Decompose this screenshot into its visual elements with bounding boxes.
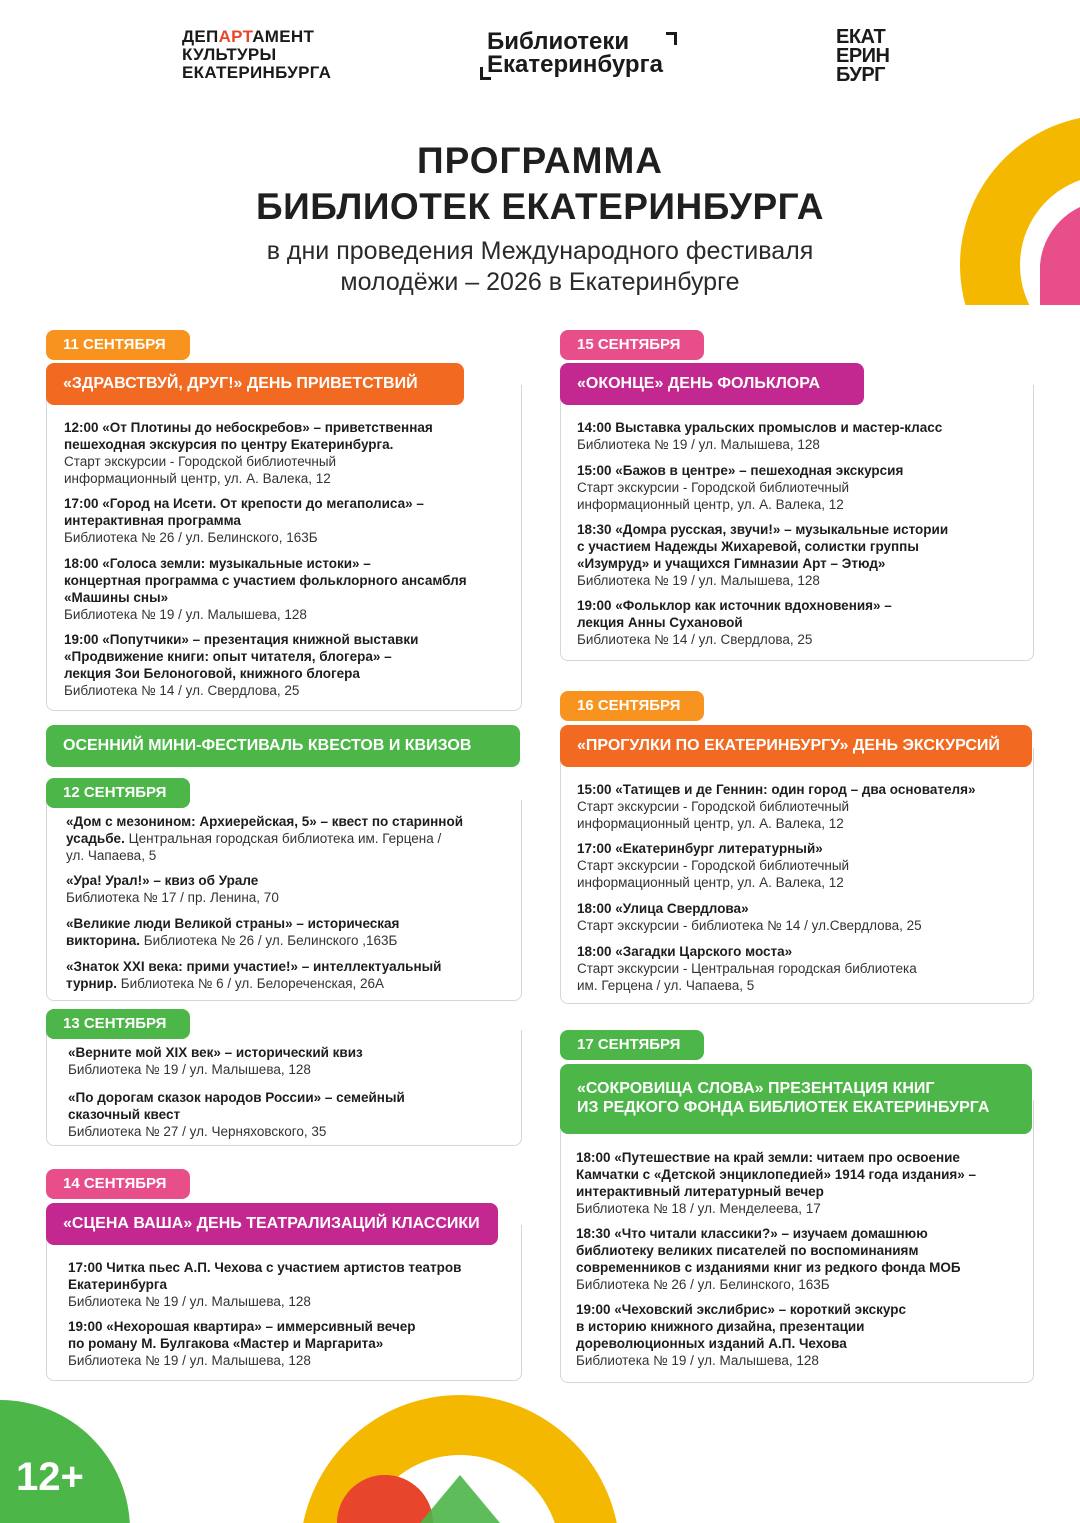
event-place: информационный центр, ул. А. Валека, 12 [577, 497, 844, 512]
event-title: 15:00 «Татищев и де Геннин: один город – два основателя» [577, 782, 976, 797]
event-place: информационный центр, ул. А. Валека, 12 [577, 816, 844, 831]
event-place: информационный центр, ул. А. Валека, 12 [577, 875, 844, 890]
event-place: Библиотека № 26 / ул. Белинского, 163Б [576, 1277, 830, 1292]
event-title: «Продвижение книги: опыт читателя, блогера» – [64, 649, 392, 664]
dept-logo-part: ДЕП [182, 27, 219, 46]
event-16-4 [577, 943, 917, 994]
event-title: в историю книжного дизайна, презентации [576, 1319, 865, 1334]
event-title: «Знаток XXI века: прими участие!» – интеллектуальный [66, 959, 442, 974]
date-tag-16: 16 СЕНТЯБРЯ [560, 691, 704, 721]
event-title: 17:00 «Екатеринбург литературный» [577, 841, 823, 856]
event-place: Старт экскурсии - Городской библиотечный [577, 858, 850, 873]
date-tag-11: 11 СЕНТЯБРЯ [46, 330, 190, 360]
lib-logo-line2: Екатеринбурга [487, 51, 663, 78]
dept-logo-line3: ЕКАТЕРИНБУРГА [182, 63, 332, 82]
event-place: Библиотека № 19 / ул. Малышева, 128 [64, 607, 307, 622]
ekb-logo-line3: БУРГ [836, 64, 885, 86]
event-14-1 [68, 1259, 461, 1310]
event-13-2 [68, 1089, 405, 1140]
event-17-3 [576, 1301, 906, 1369]
event-title: «Великие люди Великой страны» – историческая [66, 916, 400, 931]
event-place: Библиотека № 14 / ул. Свердлова, 25 [64, 683, 300, 698]
ekaterinburg-logo [836, 28, 890, 85]
dept-logo-part: АМЕНТ [252, 27, 315, 46]
event-title: дореволюционных изданий А.П. Чехова [576, 1336, 847, 1351]
event-title: сказочный квест [68, 1107, 181, 1122]
event-place: Библиотека № 19 / ул. Малышева, 128 [68, 1353, 311, 1368]
event-11-2 [64, 495, 424, 546]
event-15-3 [577, 521, 948, 589]
event-17-1 [576, 1149, 976, 1217]
event-place: Библиотека № 27 / ул. Черняховского, 35 [68, 1124, 327, 1139]
event-title: 18:00 «Улица Свердлова» [577, 901, 749, 916]
event-place: Библиотека № 26 / ул. Белинского ,163Б [140, 933, 398, 948]
page-subtitle [0, 236, 1080, 298]
event-title: 12:00 «От Плотины до небоскребов» – приветственная [64, 420, 433, 435]
event-title: викторина. [66, 933, 140, 948]
event-title: «Верните мой XIX век» – исторический квиз [68, 1045, 363, 1060]
event-12-3 [66, 915, 399, 949]
event-title: 18:30 «Домра русская, звучи!» – музыкальные истории [577, 522, 949, 537]
event-place: Старт экскурсии - Городской библиотечный [64, 454, 337, 469]
event-15-4 [577, 597, 892, 648]
date-tag-13: 13 СЕНТЯБРЯ [46, 1009, 190, 1039]
event-title: библиотеку великих писателей по воспоминаниям [576, 1243, 919, 1258]
event-title: 18:00 «Голоса земли: музыкальные истоки» – [64, 556, 371, 571]
event-place: ул. Чапаева, 5 [66, 848, 157, 863]
event-title: 15:00 «Бажов в центре» – пешеходная экскурсия [577, 463, 904, 478]
event-place: Библиотека № 18 / ул. Менделеева, 17 [576, 1201, 821, 1216]
dept-logo-line2: КУЛЬТУРЫ [182, 45, 277, 64]
event-11-4 [64, 631, 418, 699]
event-place: Библиотека № 19 / ул. Малышева, 128 [577, 573, 820, 588]
lib-logo-line1: Библиотеки [487, 28, 630, 55]
section-bar-17-line1: «СОКРОВИЩА СЛОВА» ПРЕЗЕНТАЦИЯ КНИГ [577, 1080, 935, 1097]
event-title: 19:00 «Попутчики» – презентация книжной выставки [64, 632, 419, 647]
event-11-1 [64, 419, 433, 487]
event-14-2 [68, 1318, 416, 1369]
event-title: Камчатки с «Детской энциклопедией» 1914 года издания» – [576, 1167, 977, 1182]
section-bar-14: «СЦЕНА ВАША» ДЕНЬ ТЕАТРАЛИЗАЦИЙ КЛАССИКИ [46, 1203, 498, 1245]
event-place: Библиотека № 19 / ул. Малышева, 128 [68, 1062, 311, 1077]
event-11-3 [64, 555, 467, 623]
event-title: лекция Зои Белоноговой, книжного блогера [64, 666, 360, 681]
event-15-2 [577, 462, 903, 513]
event-16-3 [577, 900, 922, 934]
event-place: Библиотека № 19 / ул. Малышева, 128 [577, 437, 820, 452]
event-17-2 [576, 1225, 961, 1293]
corner-mark-icon [480, 67, 491, 80]
event-title: 14:00 Выставка уральских промыслов и мастер-класс [577, 420, 943, 435]
event-title: с участием Надежды Жихаревой, солистки группы [577, 539, 919, 554]
event-place: Старт экскурсии - Городской библиотечный [577, 799, 850, 814]
age-rating: 12+ [16, 1455, 84, 1499]
section-bar-15: «ОКОНЦЕ» ДЕНЬ ФОЛЬКЛОРА [560, 363, 864, 405]
event-place: Старт экскурсии - библиотека № 14 / ул.Свердлова, 25 [577, 918, 922, 933]
event-15-1 [577, 419, 942, 453]
event-title: концертная программа с участием фольклорного ансамбля [64, 573, 467, 588]
event-title: «По дорогам сказок народов России» – семейный [68, 1090, 405, 1105]
quest-festival-bar: ОСЕННИЙ МИНИ-ФЕСТИВАЛЬ КВЕСТОВ И КВИЗОВ [46, 725, 520, 767]
subtitle-line1: в дни проведения Международного фестиваля [266, 237, 814, 265]
section-bar-16: «ПРОГУЛКИ ПО ЕКАТЕРИНБУРГУ» ДЕНЬ ЭКСКУРСИЙ [560, 725, 1032, 767]
event-title: 17:00 «Город на Исети. От крепости до мегаполиса» – [64, 496, 424, 511]
ekb-logo-line1: ЕКАТ [836, 26, 886, 48]
section-bar-17-line2: ИЗ РЕДКОГО ФОНДА БИБЛИОТЕК ЕКАТЕРИНБУРГА [577, 1099, 990, 1116]
event-title: интерактивная программа [64, 513, 241, 528]
event-title: Екатеринбурга [68, 1277, 167, 1292]
event-title: «Изумруд» и учащихся Гимназии Арт – Этюд» [577, 556, 886, 571]
event-title: 18:00 «Загадки Царского моста» [577, 944, 793, 959]
date-tag-17: 17 СЕНТЯБРЯ [560, 1030, 704, 1060]
page-title-line1: ПРОГРАММА [416, 140, 664, 181]
event-place: Библиотека № 19 / ул. Малышева, 128 [68, 1294, 311, 1309]
event-16-1 [577, 781, 976, 832]
event-title: пешеходная экскурсия по центру Екатеринбурга. [64, 437, 394, 452]
subtitle-line2: молодёжи – 2026 в Екатеринбурге [340, 268, 740, 296]
event-place: им. Герцена / ул. Чапаева, 5 [577, 978, 755, 993]
event-title: современников с изданиями книг из редкого фонда МОБ [576, 1260, 961, 1275]
event-12-2 [66, 872, 279, 906]
section-bar-11: «ЗДРАВСТВУЙ, ДРУГ!» ДЕНЬ ПРИВЕТСТВИЙ [46, 363, 464, 405]
event-title: турнир. [66, 976, 117, 991]
dept-logo-accent: АРТ [218, 27, 253, 46]
date-tag-12: 12 СЕНТЯБРЯ [46, 778, 190, 808]
event-title: усадьбе. [66, 831, 125, 846]
event-place: Старт экскурсии - Центральная городская библиотека [577, 961, 917, 976]
event-title: 17:00 Читка пьес А.П. Чехова с участием артистов театров [68, 1260, 462, 1275]
event-title: интерактивный литературный вечер [576, 1184, 824, 1199]
corner-mark-icon [666, 32, 677, 45]
event-title: «Машины сны» [64, 590, 169, 605]
event-title: «Ура! Урал!» – квиз об Урале [66, 873, 259, 888]
event-title: 19:00 «Чеховский экслибрис» – короткий экскурс [576, 1302, 907, 1317]
event-place: Библиотека № 14 / ул. Свердлова, 25 [577, 632, 813, 647]
event-place: Старт экскурсии - Городской библиотечный [577, 480, 850, 495]
event-place: Центральная городская библиотека им. Герцена / [124, 831, 442, 846]
event-12-4 [66, 958, 441, 992]
event-title: 19:00 «Нехорошая квартира» – иммерсивный вечер [68, 1319, 416, 1334]
event-title: по роману М. Булгакова «Мастер и Маргарита» [68, 1336, 384, 1351]
date-tag-14: 14 СЕНТЯБРЯ [46, 1169, 190, 1199]
event-title: 19:00 «Фольклор как источник вдохновения» – [577, 598, 892, 613]
ekb-logo-line2: ЕРИН [836, 45, 890, 67]
event-16-2 [577, 840, 849, 891]
date-tag-15: 15 СЕНТЯБРЯ [560, 330, 704, 360]
dept-culture-logo [182, 28, 331, 82]
event-title: «Дом с мезонином: Архиерейская, 5» – квест по старинной [66, 814, 463, 829]
event-title: 18:30 «Что читали классики?» – изучаем домашнюю [576, 1226, 928, 1241]
event-place: Библиотека № 6 / ул. Белореченская, 26А [116, 976, 385, 991]
event-place: Библиотека № 26 / ул. Белинского, 163Б [64, 530, 318, 545]
event-place: Библиотека № 19 / ул. Малышева, 128 [576, 1353, 819, 1368]
event-title: 18:00 «Путешествие на край земли: читаем про освоение [576, 1150, 960, 1165]
event-13-1 [68, 1044, 363, 1078]
page-title-line2: БИБЛИОТЕК ЕКАТЕРИНБУРГА [256, 186, 824, 227]
libraries-logo [487, 30, 663, 76]
event-place: информационный центр, ул. А. Валека, 12 [64, 471, 331, 486]
event-place: Библиотека № 17 / пр. Ленина, 70 [66, 890, 279, 905]
event-12-1 [66, 813, 463, 864]
decor-arc-svg [300, 1395, 620, 1523]
event-title: лекция Анны Сухановой [577, 615, 743, 630]
section-bar-17 [560, 1064, 1032, 1134]
decor-arc-bottom [300, 1395, 620, 1523]
